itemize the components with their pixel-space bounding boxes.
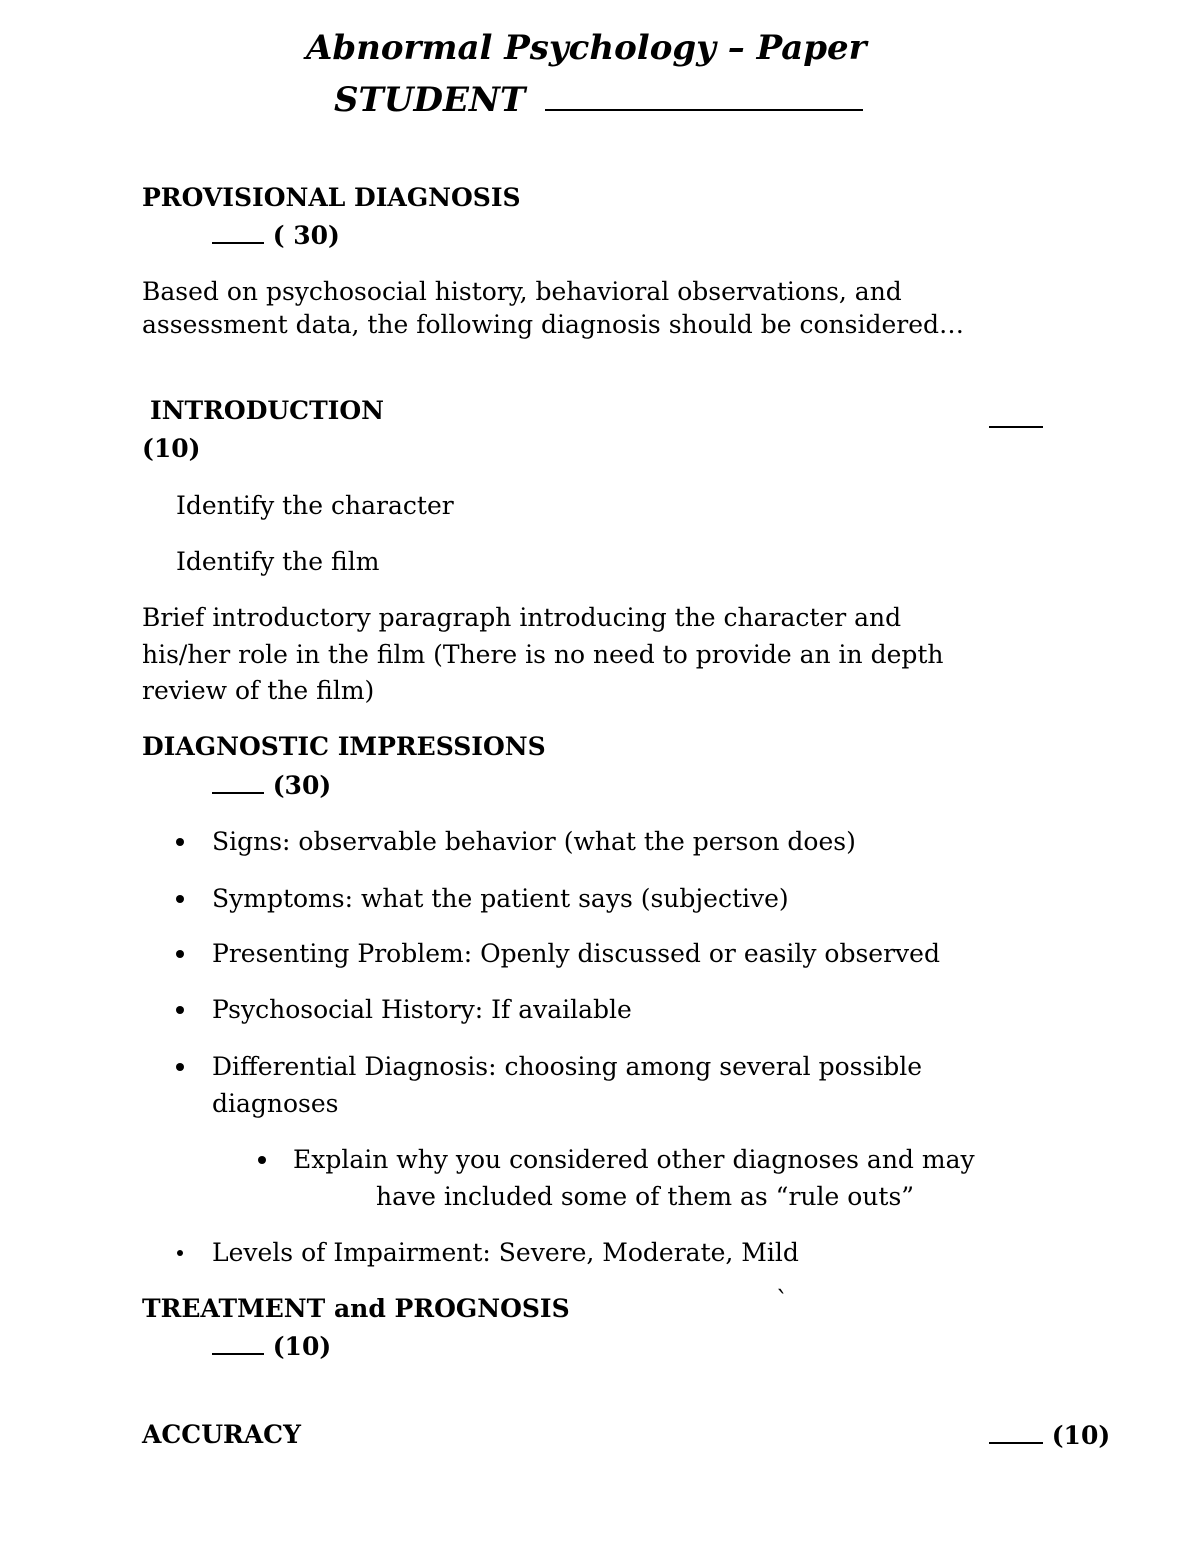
accuracy-points: (10) xyxy=(1051,1421,1111,1450)
accuracy-heading: ACCURACY xyxy=(142,1420,301,1449)
diagnostic-impressions-heading: DIAGNOSTIC IMPRESSIONS xyxy=(142,732,546,761)
bullet-marker xyxy=(176,1063,184,1071)
stray-backtick: ` xyxy=(776,1286,789,1315)
introduction-item-film: Identify the film xyxy=(176,547,380,576)
sub-bullet-explain-line1: Explain why you considered other diagnoses and may xyxy=(293,1145,975,1174)
sub-bullet-marker xyxy=(258,1156,266,1164)
treatment-score-blank xyxy=(212,1331,264,1355)
treatment-points: (10) xyxy=(272,1332,332,1361)
provisional-points: ( 30) xyxy=(272,221,340,250)
student-label: STUDENT xyxy=(334,80,526,120)
introduction-paragraph-line3: review of the film) xyxy=(142,676,375,705)
bullet-marker xyxy=(176,950,184,958)
diagnostic-points-line xyxy=(212,770,331,801)
introduction-points: (10) xyxy=(142,434,201,463)
provisional-score-blank xyxy=(212,220,264,244)
student-name-blank xyxy=(545,87,863,111)
bullet-levels-of-impairment: Levels of Impairment: Severe, Moderate, Mild xyxy=(212,1238,799,1267)
bullet-symptoms: Symptoms: what the patient says (subjective) xyxy=(212,884,789,913)
introduction-paragraph-line2: his/her role in the film (There is no need to provide an in depth xyxy=(142,640,944,669)
introduction-item-character: Identify the character xyxy=(176,491,454,520)
introduction-paragraph-line1: Brief introductory paragraph introducing the character and xyxy=(142,603,902,632)
provisional-points-line xyxy=(212,220,340,251)
student-line xyxy=(334,80,863,120)
bullet-signs: Signs: observable behavior (what the person does) xyxy=(212,827,856,856)
diagnostic-score-blank xyxy=(212,770,264,794)
diagnostic-points: (30) xyxy=(272,771,332,800)
treatment-heading: TREATMENT and PROGNOSIS xyxy=(142,1294,570,1323)
document-title: Abnormal Psychology – Paper xyxy=(306,28,867,68)
bullet-marker xyxy=(177,1250,183,1256)
provisional-diagnosis-heading: PROVISIONAL DIAGNOSIS xyxy=(142,183,521,212)
introduction-heading: INTRODUCTION xyxy=(150,396,385,425)
sub-bullet-explain-line2: have included some of them as “rule outs” xyxy=(376,1182,915,1211)
bullet-presenting-problem: Presenting Problem: Openly discussed or easily observed xyxy=(212,939,940,968)
bullet-marker xyxy=(176,1006,184,1014)
treatment-points-line xyxy=(212,1331,331,1362)
accuracy-points-line xyxy=(989,1420,1110,1451)
provisional-text-line2: assessment data, the following diagnosis should be considered… xyxy=(142,310,965,339)
bullet-marker xyxy=(176,895,184,903)
bullet-differential-diagnosis-cont: diagnoses xyxy=(212,1089,339,1118)
introduction-score-blank xyxy=(989,404,1043,428)
bullet-psychosocial-history: Psychosocial History: If available xyxy=(212,995,632,1024)
bullet-differential-diagnosis: Differential Diagnosis: choosing among several possible xyxy=(212,1052,923,1081)
bullet-marker xyxy=(176,838,184,846)
accuracy-score-blank xyxy=(989,1420,1043,1444)
provisional-text-line1: Based on psychosocial history, behavioral observations, and xyxy=(142,277,902,306)
